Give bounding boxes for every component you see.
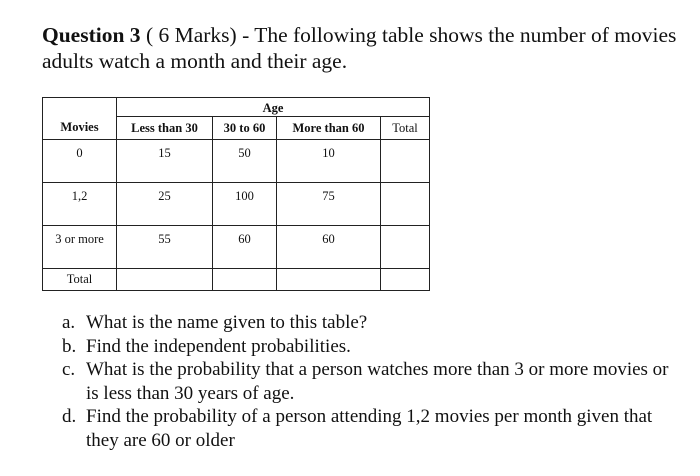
table-group-header-row (43, 98, 430, 117)
table-header-row (43, 117, 430, 140)
table-cell (381, 140, 430, 183)
table-row (43, 226, 430, 269)
question-number: Question 3 (42, 23, 141, 47)
part-letter: b. (62, 335, 77, 357)
header-more-than-60: More than 60 (277, 117, 381, 140)
header-less-than-30: Less than 30 (117, 117, 213, 140)
table-row (43, 183, 430, 226)
table-cell: 75 (277, 183, 381, 226)
part-letter: d. (62, 406, 77, 427)
header-30-to-60: 30 to 60 (213, 117, 277, 140)
part-letter: a. (62, 312, 76, 333)
part-text: Find the independent probabilities. (86, 335, 351, 357)
table-cell: 60 (213, 226, 277, 269)
table-cell: 60 (277, 226, 381, 269)
row-label: 3 or more (43, 226, 117, 269)
table-cell: 55 (117, 226, 213, 269)
question-parts-list (62, 311, 682, 452)
table-cell: 10 (277, 140, 381, 183)
part-text: What is the probability that a person watches more than 3 or more movies or is less than 30 years of age. (86, 359, 669, 404)
list-item (62, 335, 682, 359)
table-total-row (43, 269, 430, 291)
table-corner-cell (43, 98, 117, 117)
table-cell (381, 183, 430, 226)
table-cell: 25 (117, 183, 213, 226)
table-row (43, 140, 430, 183)
list-item (62, 405, 682, 452)
table-cell (213, 269, 277, 291)
table-cell: 100 (213, 183, 277, 226)
row-label: Total (43, 269, 117, 291)
question-text (42, 22, 682, 74)
table-cell (381, 269, 430, 291)
header-movies: Movies (43, 117, 117, 140)
row-label: 0 (43, 140, 117, 183)
table-cell (381, 226, 430, 269)
list-item (62, 358, 682, 405)
question-prompt: ( 6 Marks) - The following table shows the number of movies adults watch a month and their age. (42, 23, 677, 73)
list-item (62, 311, 682, 335)
table-cell (117, 269, 213, 291)
header-total: Total (381, 117, 430, 140)
frequency-table (42, 97, 430, 291)
row-label: 1,2 (43, 183, 117, 226)
part-text: What is the name given to this table? (86, 312, 368, 333)
table-cell: 15 (117, 140, 213, 183)
part-letter: c. (62, 359, 76, 380)
table-cell: 50 (213, 140, 277, 183)
age-group-header: Age (117, 98, 430, 117)
table-cell (277, 269, 381, 291)
part-text: Find the probability of a person attending 1,2 movies per month given that they are 60 or older (86, 406, 653, 451)
